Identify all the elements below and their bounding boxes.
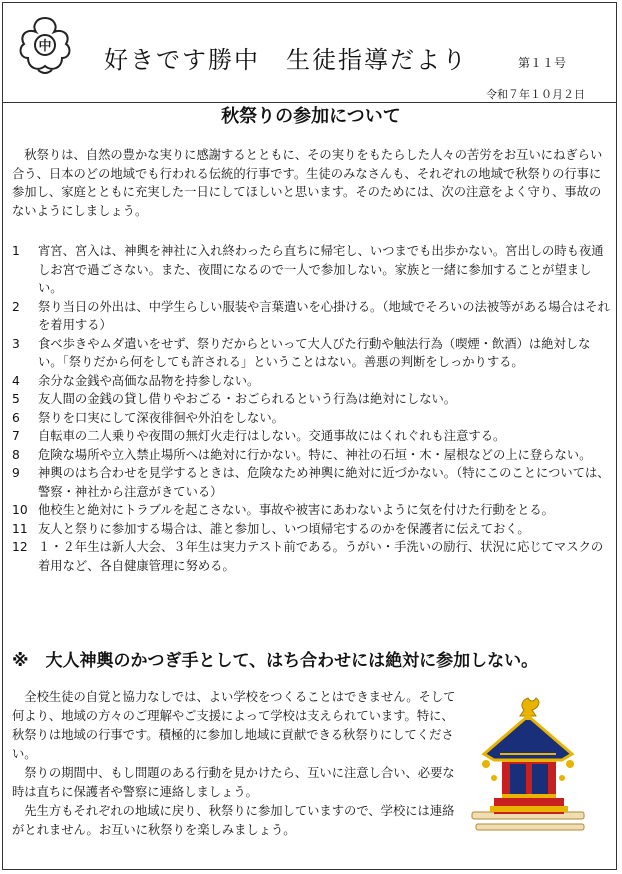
rule-text: 友人間の金銭の貸し借りやおごる・おごられるという行為は絶対にしない。 <box>38 392 457 406</box>
article-heading: 秋祭りの参加について <box>221 106 401 127</box>
warning-notice: ※ 大人神輿のかつぎ手として、はち合わせには絶対に参加しない。 <box>12 651 539 671</box>
list-item <box>12 464 612 501</box>
rule-text: 危険な場所や立入禁止場所へは絶対に行かない。特に、神社の石垣・木・屋根などの上に登らない。 <box>38 447 592 462</box>
rule-text: 自転車の二人乗りや夜間の無灯火走行はしない。交通事故にはくれぐれも注意する。 <box>38 429 506 443</box>
list-item <box>12 242 612 298</box>
list-item <box>12 427 612 446</box>
list-item <box>12 538 612 575</box>
newsletter-title: 好きです勝中 生徒指導だより <box>104 46 468 74</box>
rule-number: 8 <box>12 447 20 462</box>
issue-number: 第１１号 <box>518 56 567 70</box>
rule-text: 余分な金銭や高価な品物を持参しない。 <box>38 373 260 388</box>
rule-number: 1 <box>12 244 20 258</box>
rule-text: 宵宮、宮入は、神輿を神社に入れ終わったら直ちに帰宅し、いつまでも出歩かない。宮出しの時も夜通しお宮で過ごさない。また、夜間になるので一人で参加しない。家族と一緒に参加することが望ましい。 <box>38 244 604 295</box>
rule-text: 祭り当日の外出は、中学生らしい服装や言葉遣いを心掛ける。（地域でそろいの法被等がある場合はそれを着用する） <box>38 299 610 332</box>
closing-paragraph: 祭りの期間中、もし問題のある行動を見かけたら、互いに注意し合い、必要な時は直ちに保護者や警察に連絡しましょう。 <box>12 766 455 799</box>
rule-number: 6 <box>12 410 20 425</box>
list-item <box>12 298 612 335</box>
rule-number: 4 <box>12 373 20 388</box>
emblem-text: 中 <box>38 39 52 54</box>
issue-date: 令和７年１０月２日 <box>486 88 585 101</box>
school-emblem-icon <box>16 14 74 78</box>
closing-message <box>12 688 462 840</box>
list-item <box>12 372 612 391</box>
rule-number: 10 <box>12 503 28 517</box>
list-item <box>12 335 612 372</box>
list-item <box>12 501 612 520</box>
rule-number: 7 <box>12 429 20 443</box>
list-item <box>12 520 612 539</box>
intro-paragraph: 秋祭りは、自然の豊かな実りに感謝するとともに、その実りをもたらした人々の苦労をお互いにねぎらい合う、日本のどの地域でも行われる伝統的行事です。生徒のみなさんも、それぞれの地域で秋祭りの行事に参加し、家庭とともに充実した一日にしてほしいと思います。そのためには、次の注意をよく守り、事故のないようにしましょう。 <box>12 148 603 218</box>
rules-list <box>12 242 612 575</box>
rule-number: 3 <box>12 336 20 351</box>
rule-text: 祭りを口実にして深夜徘徊や外泊をしない。 <box>38 410 284 425</box>
rule-number: 5 <box>12 392 20 406</box>
rule-number: 9 <box>12 466 20 480</box>
rule-text: 神輿のはち合わせを見学するときは、危険なため神輿に絶対に近づかない。（特にこのことについては、警察・神社から注意がきている） <box>38 466 610 499</box>
rule-text: 他校生と絶対にトラブルを起こさない。事故や被害にあわないように気を付けた行動をとる。 <box>38 503 554 517</box>
rule-text: 友人と祭りに参加する場合は、誰と参加し、いつ頃帰宅するのかを保護者に伝えておく。 <box>38 521 530 536</box>
rule-text: 食べ歩きやムダ遣いをせず、祭りだからといって大人びた行動や触法行為（喫煙・飲酒）は絶対しない。「祭りだから何をしても許される」ということはない。善悪の判断をしっかりする。 <box>38 336 591 369</box>
mikoshi-icon <box>470 694 586 840</box>
rule-number: 11 <box>12 521 28 536</box>
list-item <box>12 446 612 465</box>
closing-paragraph: 先生方もそれぞれの地域に戻り、秋祭りに参加していますので、学校には連絡がとれません。お互いに秋祭りを楽しみましょう。 <box>12 804 455 837</box>
rule-number: 12 <box>12 540 28 554</box>
list-item <box>12 409 612 428</box>
rule-number: 2 <box>12 299 20 314</box>
closing-paragraph: 全校生徒の自覚と協力なしでは、よい学校をつくることはできません。そして何より、地域の方々のご理解やご支援によって学校は支えられています。特に、秋祭りは地域の行事です。積極的に参加し地域に貢献できる秋祭りにしてください。 <box>12 690 456 761</box>
list-item <box>12 390 612 409</box>
rule-text: １・２年生は新人大会、３年生は実力テスト前である。うがい・手洗いの励行、状況に応じてマスクの着用など、各自健康管理に努める。 <box>38 540 604 573</box>
